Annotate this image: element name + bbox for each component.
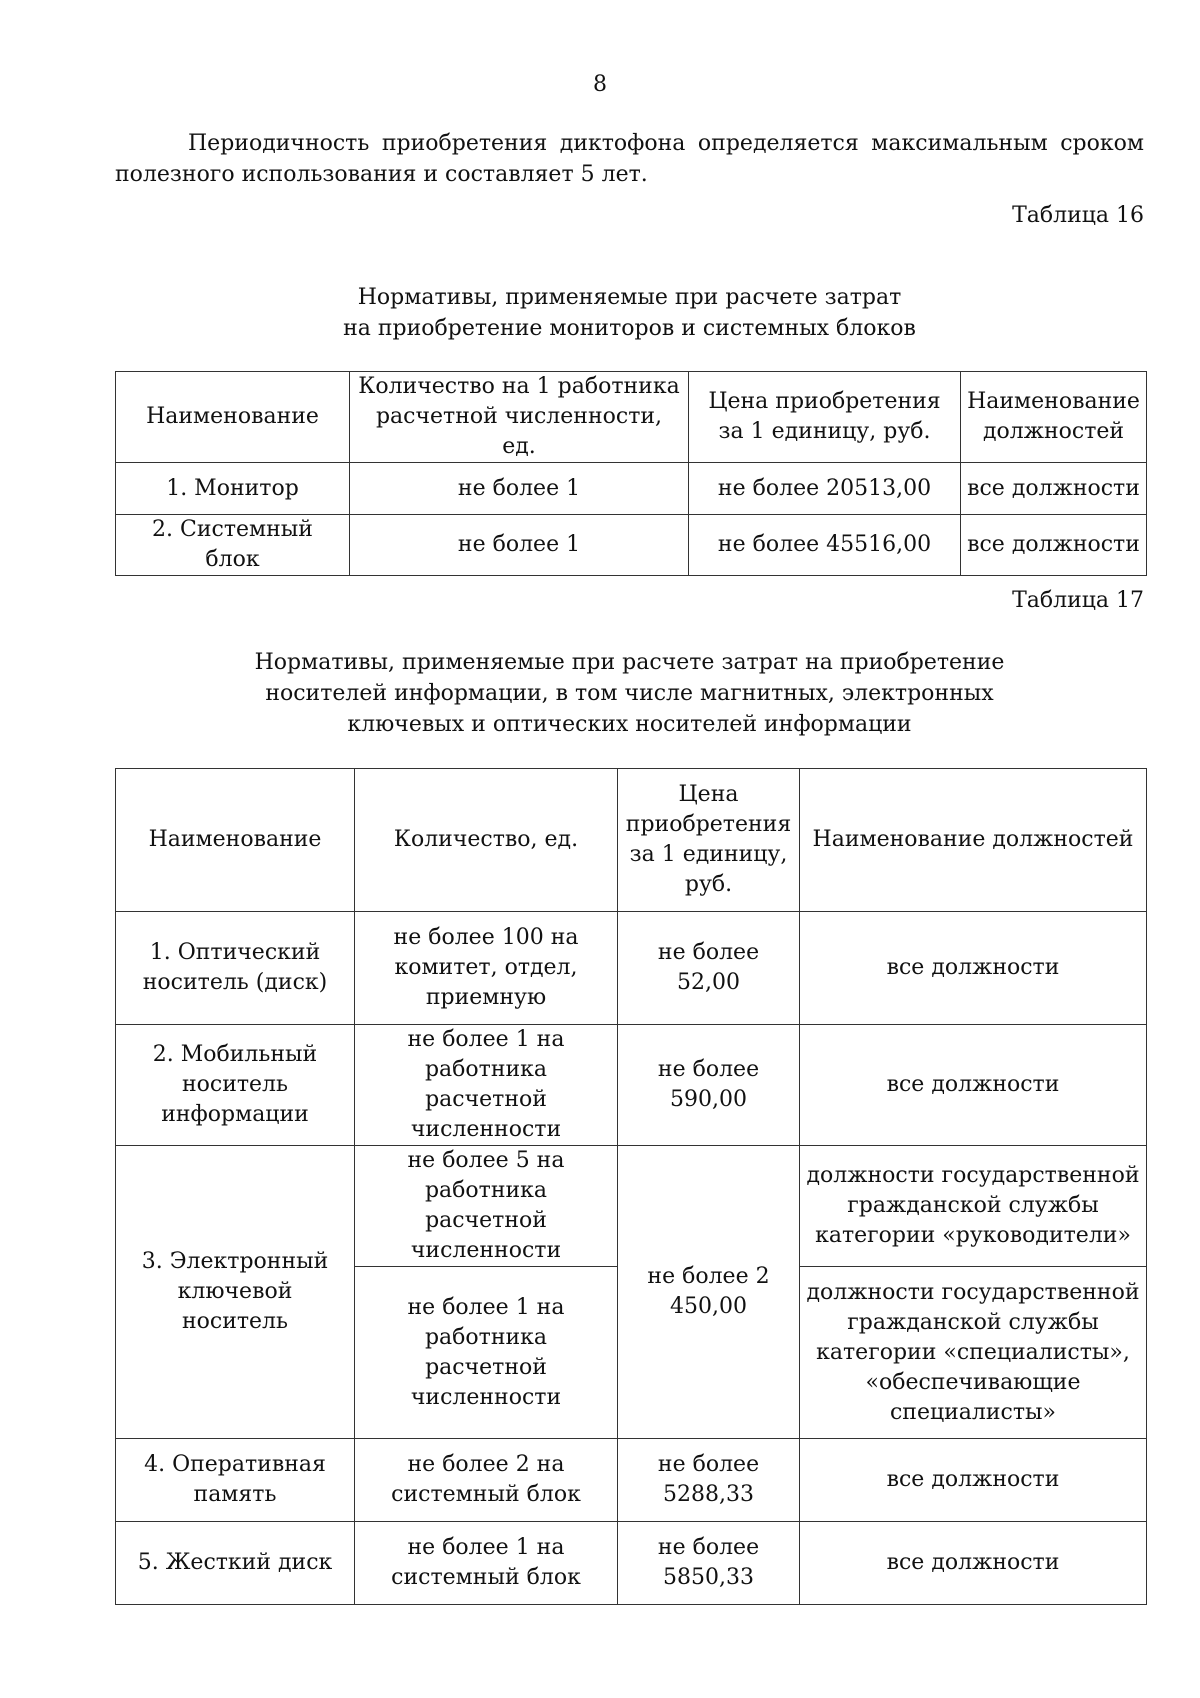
header-cell: Наименование (116, 769, 355, 912)
table-row (116, 1439, 1147, 1522)
name-cell: 3. Электронный ключевой носитель (116, 1146, 355, 1439)
quantity-cell: не более 1 на работника расчетной численности (355, 1267, 618, 1439)
name-cell: 2. Системный блок (116, 515, 350, 576)
table-row (116, 1522, 1147, 1605)
table-17-title (115, 647, 1144, 740)
table-row (116, 912, 1147, 1025)
table-17 (115, 768, 1147, 1605)
quantity-cell: не более 2 на системный блок (355, 1439, 618, 1522)
positions-cell: должности государственной гражданской службы категории «специалисты», «обеспечивающие специалисты» (800, 1267, 1147, 1439)
positions-cell: должности государственной гражданской службы категории «руководители» (800, 1146, 1147, 1267)
header-cell: Наименование должностей (961, 372, 1147, 463)
table-16-caption: Таблица 16 (1012, 203, 1144, 228)
table-16-title (115, 282, 1144, 344)
header-cell: Количество, ед. (355, 769, 618, 912)
positions-cell: все должности (800, 912, 1147, 1025)
price-cell: не более 590,00 (618, 1025, 800, 1146)
table-row (116, 1146, 1147, 1267)
quantity-cell: не более 100 на комитет, отдел, приемную (355, 912, 618, 1025)
quantity-cell: не более 1 на работника расчетной численности (355, 1025, 618, 1146)
price-cell: не более 5288,33 (618, 1439, 800, 1522)
name-cell: 5. Жесткий диск (116, 1522, 355, 1605)
table-16-title-line: Нормативы, применяемые при расчете затрат (357, 285, 902, 310)
quantity-cell: не более 1 на системный блок (355, 1522, 618, 1605)
table-header-row (116, 769, 1147, 912)
table-17-title-line: ключевых и оптических носителей информации (347, 712, 912, 737)
header-cell: Наименование должностей (800, 769, 1147, 912)
positions-cell: все должности (961, 515, 1147, 576)
quantity-cell: не более 1 (350, 515, 689, 576)
price-cell: не более 5850,33 (618, 1522, 800, 1605)
header-cell: Количество на 1 работника расчетной численности, ед. (350, 372, 689, 463)
table-17-caption: Таблица 17 (1012, 588, 1144, 613)
page-number: 8 (593, 72, 607, 97)
table-16-title-line: на приобретение мониторов и системных блоков (343, 316, 916, 341)
table-17-title-line: носителей информации, в том числе магнитных, электронных (265, 681, 994, 706)
table-row (116, 1025, 1147, 1146)
table-16 (115, 371, 1147, 576)
quantity-cell: не более 5 на работника расчетной численности (355, 1146, 618, 1267)
table-header-row (116, 372, 1147, 463)
table-row (116, 515, 1147, 576)
header-cell: Цена приобретения за 1 единицу, руб. (618, 769, 800, 912)
quantity-cell: не более 1 (350, 463, 689, 515)
price-cell: не более 20513,00 (689, 463, 961, 515)
positions-cell: все должности (800, 1439, 1147, 1522)
name-cell: 2. Мобильный носитель информации (116, 1025, 355, 1146)
intro-paragraph: Периодичность приобретения диктофона определяется максимальным сроком полезного использования и составляет 5 лет. (115, 131, 1144, 187)
name-cell: 4. Оперативная память (116, 1439, 355, 1522)
header-cell: Цена приобретения за 1 единицу, руб. (689, 372, 961, 463)
price-cell: не более 45516,00 (689, 515, 961, 576)
price-cell: не более 52,00 (618, 912, 800, 1025)
table-17-title-line: Нормативы, применяемые при расчете затрат на приобретение (254, 650, 1005, 675)
header-cell: Наименование (116, 372, 350, 463)
table-row (116, 463, 1147, 515)
price-cell: не более 2 450,00 (618, 1146, 800, 1439)
positions-cell: все должности (800, 1522, 1147, 1605)
name-cell: 1. Оптический носитель (диск) (116, 912, 355, 1025)
name-cell: 1. Монитор (116, 463, 350, 515)
positions-cell: все должности (961, 463, 1147, 515)
positions-cell: все должности (800, 1025, 1147, 1146)
